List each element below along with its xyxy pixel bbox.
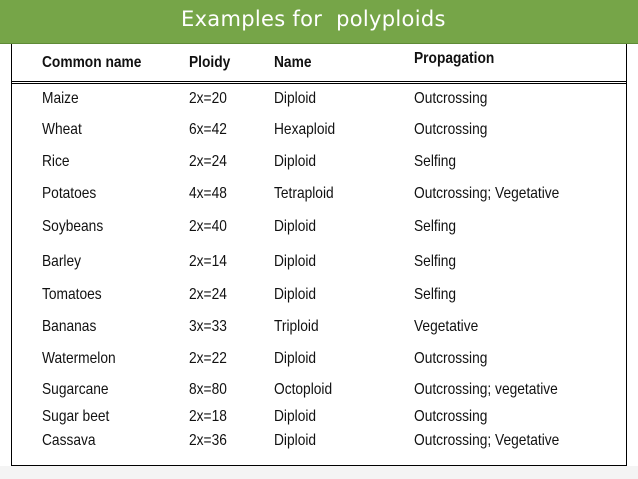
cell-common-name: Cassava: [42, 432, 96, 449]
column-header-propagation: Propagation: [414, 50, 495, 67]
cell-common-name: Maize: [42, 90, 79, 107]
cell-common-name: Sugar beet: [42, 408, 110, 425]
cell-name: Octoploid: [274, 381, 333, 398]
cell-propagation: Outcrossing: [414, 350, 488, 367]
cell-ploidy: 8x=80: [189, 381, 227, 398]
cell-ploidy: 2x=40: [189, 218, 227, 235]
cell-propagation: Selfing: [414, 218, 457, 235]
cell-name: Diploid: [274, 153, 317, 170]
cell-name: Tetraploid: [274, 185, 334, 202]
cell-ploidy: 2x=14: [189, 253, 227, 270]
cell-name: Diploid: [274, 286, 317, 303]
cell-propagation: Outcrossing: [414, 121, 488, 138]
cell-propagation: Outcrossing; vegetative: [414, 381, 558, 398]
cell-name: Diploid: [274, 432, 317, 449]
cell-ploidy: 2x=22: [189, 350, 227, 367]
cell-common-name: Soybeans: [42, 218, 104, 235]
cell-propagation: Selfing: [414, 253, 457, 270]
cell-name: Diploid: [274, 90, 317, 107]
header-divider-double: [11, 83, 627, 84]
header-divider: [11, 81, 627, 82]
column-header-common-name: Common name: [42, 54, 142, 71]
cell-propagation: Outcrossing; Vegetative: [414, 185, 560, 202]
cell-ploidy: 3x=33: [189, 318, 227, 335]
cell-ploidy: 6x=42: [189, 121, 227, 138]
column-header-ploidy: Ploidy: [189, 54, 231, 71]
cell-ploidy: 2x=18: [189, 408, 227, 425]
cell-common-name: Tomatoes: [42, 286, 102, 303]
cell-propagation: Selfing: [414, 153, 457, 170]
cell-name: Diploid: [274, 350, 317, 367]
cell-common-name: Watermelon: [42, 350, 116, 367]
cell-common-name: Bananas: [42, 318, 97, 335]
cell-common-name: Rice: [42, 153, 70, 170]
cell-propagation: Outcrossing; Vegetative: [414, 432, 560, 449]
cell-ploidy: 2x=24: [189, 286, 227, 303]
cell-name: Triploid: [274, 318, 319, 335]
cell-name: Diploid: [274, 218, 317, 235]
cell-common-name: Sugarcane: [42, 381, 109, 398]
cell-ploidy: 2x=20: [189, 90, 227, 107]
cell-common-name: Barley: [42, 253, 82, 270]
cell-ploidy: 2x=36: [189, 432, 227, 449]
cell-name: Hexaploid: [274, 121, 336, 138]
table-frame: [11, 44, 627, 466]
title-bar: [0, 0, 638, 44]
cell-common-name: Wheat: [42, 121, 82, 138]
cell-ploidy: 4x=48: [189, 185, 227, 202]
bottom-strip: [0, 466, 638, 479]
column-header-name: Name: [274, 54, 312, 71]
slide-title: Examples for polyploids: [181, 7, 446, 31]
cell-ploidy: 2x=24: [189, 153, 227, 170]
cell-name: Diploid: [274, 408, 317, 425]
cell-name: Diploid: [274, 253, 317, 270]
cell-propagation: Vegetative: [414, 318, 479, 335]
cell-propagation: Outcrossing: [414, 408, 488, 425]
cell-propagation: Selfing: [414, 286, 457, 303]
cell-common-name: Potatoes: [42, 185, 97, 202]
cell-propagation: Outcrossing: [414, 90, 488, 107]
